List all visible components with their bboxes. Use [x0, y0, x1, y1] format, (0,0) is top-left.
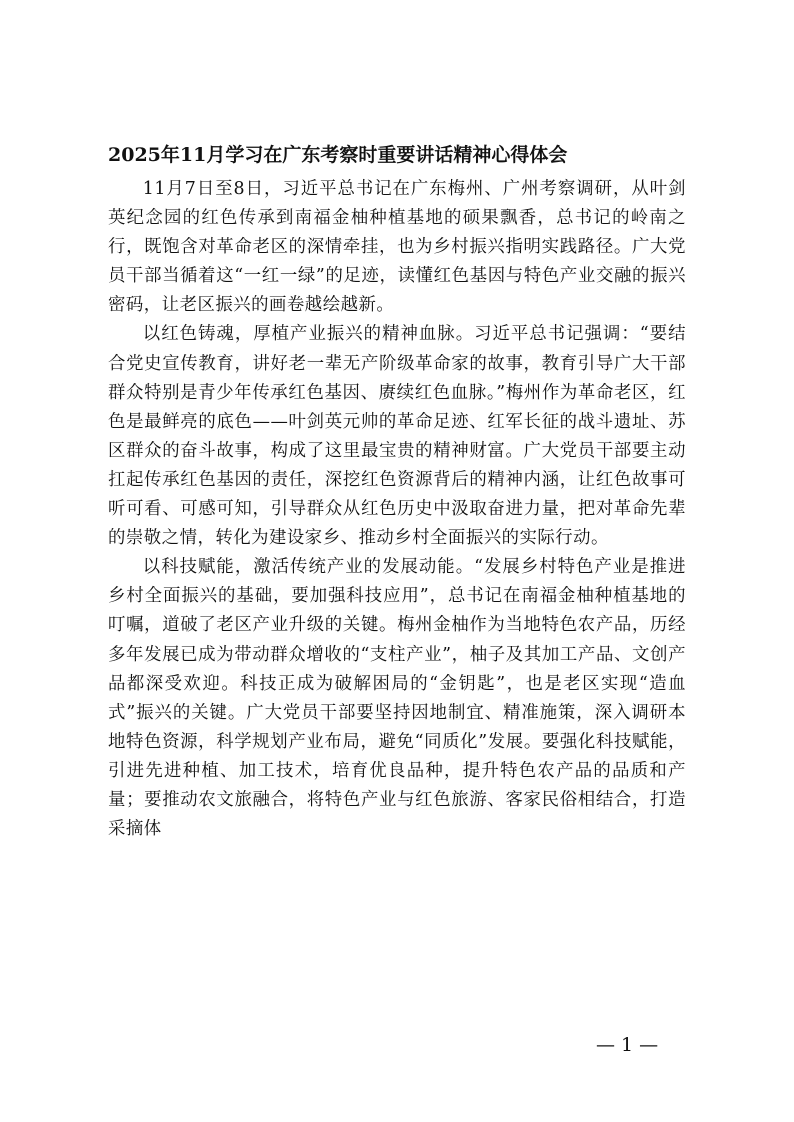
page-number: — 1 — [596, 1034, 659, 1056]
paragraph-intro: 11月7日至8日，习近平总书记在广东梅州、广州考察调研，从叶剑英纪念园的红色传承到南福金柚种植基地的硕果飘香，总书记的岭南之行，既饱含对革命老区的深情牵挂，也为乡村振兴指明实践路径。广大党员干部当循着这“一红一绿”的足迹，读懂红色基因与特色产业交融的振兴密码，让老区振兴的画卷越绘越新。 [108, 179, 686, 316]
document-body [108, 175, 686, 844]
paragraph-red-heritage: 以红色铸魂，厚植产业振兴的精神血脉。习近平总书记强调：“要结合党史宣传教育，讲好老一辈无产阶级革命家的故事，教育引导广大干部群众特别是青少年传承红色基因、赓续红色血脉。”梅州作为革命老区，红色是最鲜亮的底色——叶剑英元帅的革命足迹、红军长征的战斗遗址、苏区群众的奋斗故事，构成了这里最宝贵的精神财富。广大党员干部要主动扛起传承红色基因的责任，深挖红色资源背后的精神内涵，让红色故事可听可看、可感可知，引导群众从红色历史中汲取奋进力量，把对革命先辈的崇敬之情，转化为建设家乡、推动乡村全面振兴的实际行动。 [108, 324, 686, 549]
paragraph-tech-empowerment: 以科技赋能，激活传统产业的发展动能。“发展乡村特色产业是推进乡村全面振兴的基础，要加强科技应用”，总书记在南福金柚种植基地的叮嘱，道破了老区产业升级的关键。梅州金柚作为当地特色农产品，历经多年发展已成为带动群众增收的“支柱产业”，柚子及其加工产品、文创产品都深受欢迎。科技正成为破解困局的“金钥匙”，也是老区实现“造血式”振兴的关键。广大党员干部要坚持因地制宜、精准施策，深入调研本地特色资源，科学规划产业布局，避免“同质化”发展。要强化科技赋能，引进先进种植、加工技术，培育优良品种，提升特色农产品的品质和产量；要推动农文旅融合，将特色产业与红色旅游、客家民俗相结合，打造采摘体 [108, 557, 686, 840]
document-title: 2025年11月学习在广东考察时重要讲话精神心得体会 [108, 144, 568, 166]
